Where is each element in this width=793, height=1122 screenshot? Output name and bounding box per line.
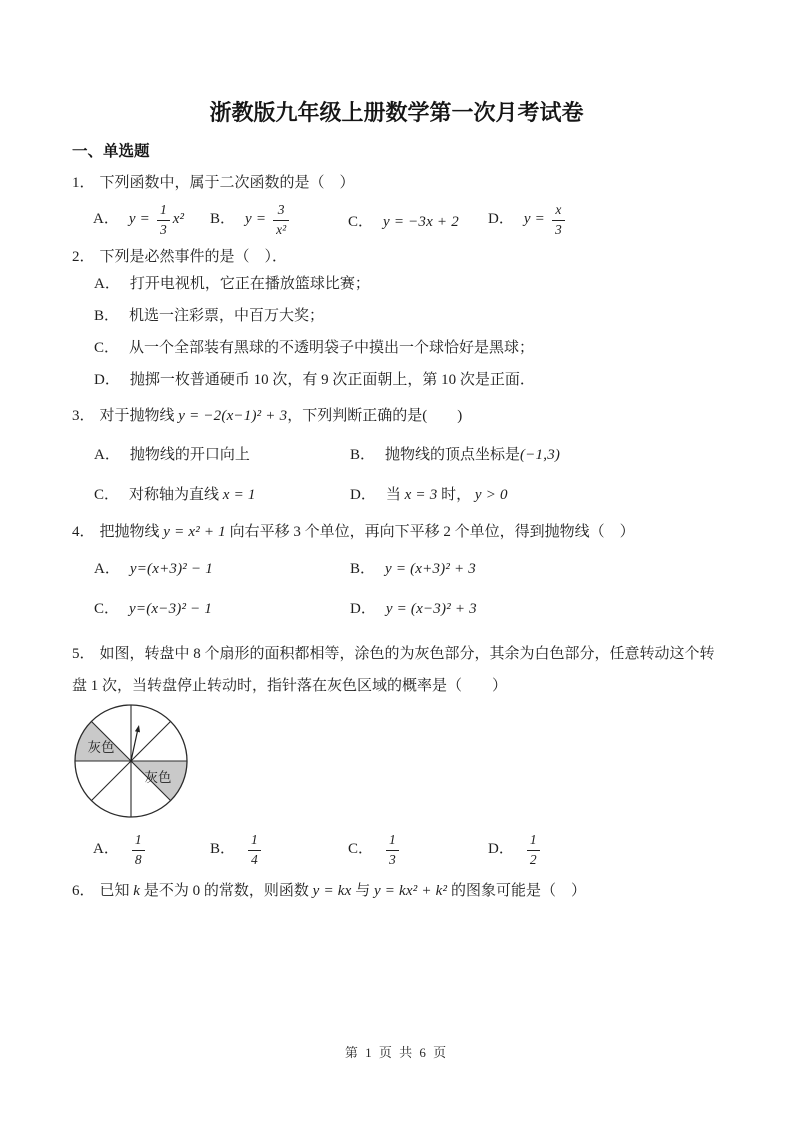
formula: y=(x−3)² − 1 [129,601,213,617]
question-number: 6． [72,883,95,899]
question-3-options-row-1 [72,442,721,468]
option-label: D． [488,841,514,858]
option-text: 时， [437,487,475,503]
option-text: 从一个全部装有黑球的不透明袋子中摸出一个球恰好是黑球； [129,340,535,356]
fraction-numerator: 1 [159,202,167,218]
formula: y = kx² + k² [373,883,448,899]
fraction [132,832,145,867]
question-6-stem [72,879,721,903]
question-1-option-d [467,202,568,237]
question-3-option-d [350,482,508,508]
question-1-options [72,197,721,243]
option-text: 抛物线的顶点坐标是 [385,447,521,463]
fraction [273,202,289,237]
fraction [386,832,399,867]
question-4-option-c [72,596,350,622]
fraction-numerator: x [555,202,562,218]
fraction-numerator: 1 [134,832,142,848]
formula: y = −3x + 2 [383,213,459,230]
question-text: 下列函数中，属于二次函数的是（ ） [99,175,355,191]
question-text: ，下列判断正确的是( ) [287,408,463,424]
question-6 [72,879,721,903]
question-5-options [72,827,721,873]
option-label: C． [348,213,374,230]
fraction-denominator: 3 [157,220,170,238]
question-4-option-a [72,556,350,582]
question-5-option-c [327,832,467,867]
question-4-stem [72,520,721,544]
question-text: 把抛物线 [99,524,164,540]
question-5-option-a [72,832,189,867]
option-label: A． [93,211,119,228]
option-label: A． [94,276,120,292]
option-label: B． [210,211,236,228]
formula: y = (x−3)² + 3 [385,601,477,617]
question-5 [72,638,721,873]
question-text: 已知 [99,883,134,899]
option-label: D． [488,211,514,228]
question-5-stem [72,638,721,702]
question-4-options-row-2 [72,596,721,622]
option-text: 打开电视机，它正在播放篮球比赛； [129,276,370,292]
fraction [157,202,170,237]
formula: y=(x+3)² − 1 [129,561,213,577]
formula: x = 1 [222,487,256,503]
question-text: 是不为 0 的常数，则函数 [140,883,313,899]
question-number: 1． [72,175,95,191]
option-label: C． [94,487,120,503]
option-label: C． [348,841,374,858]
question-1-stem [72,173,721,194]
fraction [527,832,540,867]
fraction [552,202,565,237]
option-label: D． [350,487,376,503]
formula: y = x² + 1 [163,524,226,540]
formula: y = kx [312,883,352,899]
pointer-arrowhead-icon [135,725,140,732]
option-text: 抛掷一枚普通硬币 10 次，有 9 次正面朝上，第 10 次是正面． [129,372,535,388]
spinner-svg [68,702,203,824]
option-label: A． [93,841,119,858]
page-footer: 第 1 页 共 6 页 [344,1045,449,1060]
formula: y = −2(x−1)² + 3 [178,408,288,424]
question-2-option-b [72,306,721,326]
question-4 [72,520,721,622]
spinner-figure [68,702,721,824]
pointer-arrow-icon [131,731,138,761]
question-3-option-c [72,482,350,508]
section-heading: 一、单选题 [72,143,150,160]
formula-part: y = [245,211,271,228]
question-4-options-row-1 [72,556,721,582]
question-2 [72,247,721,390]
question-3 [72,404,721,508]
question-text: 向右平移 3 个单位，再向下平移 2 个单位，得到抛物线（ ） [225,524,635,540]
option-label: D． [350,601,376,617]
option-text: 当 [385,487,405,503]
question-3-stem [72,404,721,428]
option-label: B． [350,561,376,577]
question-1-option-c [327,210,467,231]
option-label: B． [210,841,236,858]
question-text: 对于抛物线 [99,408,179,424]
formula: y = (x+3)² + 3 [385,561,476,577]
question-3-option-b [350,442,560,468]
question-3-options-row-2 [72,482,721,508]
formula: k [133,883,141,899]
option-label: B． [94,308,120,324]
formula: x = 3 [404,487,438,503]
fraction-denominator: 3 [386,850,399,868]
question-number: 5． [72,646,95,662]
question-number: 4． [72,524,95,540]
formula: (−1,3) [520,447,561,463]
question-5-option-d [467,832,543,867]
question-3-option-a [72,442,350,468]
fraction-denominator: x² [273,220,289,238]
fraction-numerator: 1 [251,832,258,848]
question-2-option-a [72,274,721,294]
option-label: A． [94,447,120,463]
option-label: B． [350,447,376,463]
option-text: 机选一注彩票，中百万大奖； [129,308,325,324]
gray-sector-label-2: 灰色 [144,770,172,785]
option-text: 对称轴为直线 [129,487,223,503]
option-label: C． [94,601,120,617]
fraction-denominator: 4 [248,850,261,868]
question-number: 3． [72,408,95,424]
question-2-option-d [72,370,721,390]
gray-sector-label-1: 灰色 [87,740,115,755]
question-4-option-d [350,596,477,622]
formula-part: x² [172,211,185,228]
question-4-option-b [350,556,476,582]
fraction-denominator: 2 [527,850,540,868]
question-5-option-b [189,832,327,867]
question-2-stem [72,247,721,268]
option-text: 抛物线的开口向上 [129,447,250,463]
formula-part: y = [128,211,154,228]
fraction-denominator: 3 [552,220,565,238]
question-1 [72,173,721,243]
question-text: 如图，转盘中 8 个扇形的面积都相等，涂色的为灰色部分，其余为白色部分，任意转动这个转盘 1 次，当转盘停止转动时，指针落在灰色区域的概率是（ ） [72,646,715,694]
fraction-denominator: 8 [132,850,145,868]
question-1-option-a [72,202,189,237]
fraction-numerator: 3 [277,202,285,218]
option-label: D． [94,372,120,388]
fraction-numerator: 1 [389,832,396,848]
option-label: C． [94,340,120,356]
fraction [248,832,261,867]
fraction-numerator: 1 [529,832,537,848]
question-text: 下列是必然事件的是（ ）． [99,249,288,265]
question-text: 的图象可能是（ ） [447,883,587,899]
question-number: 2． [72,249,95,265]
question-text: 与 [351,883,374,899]
option-label: A． [94,561,120,577]
question-2-option-c [72,338,721,358]
exam-title: 浙教版九年级上册数学第一次月考试卷 [209,100,584,125]
formula-part: y = [523,211,549,228]
question-1-option-b [189,202,327,237]
formula: y > 0 [474,487,508,503]
